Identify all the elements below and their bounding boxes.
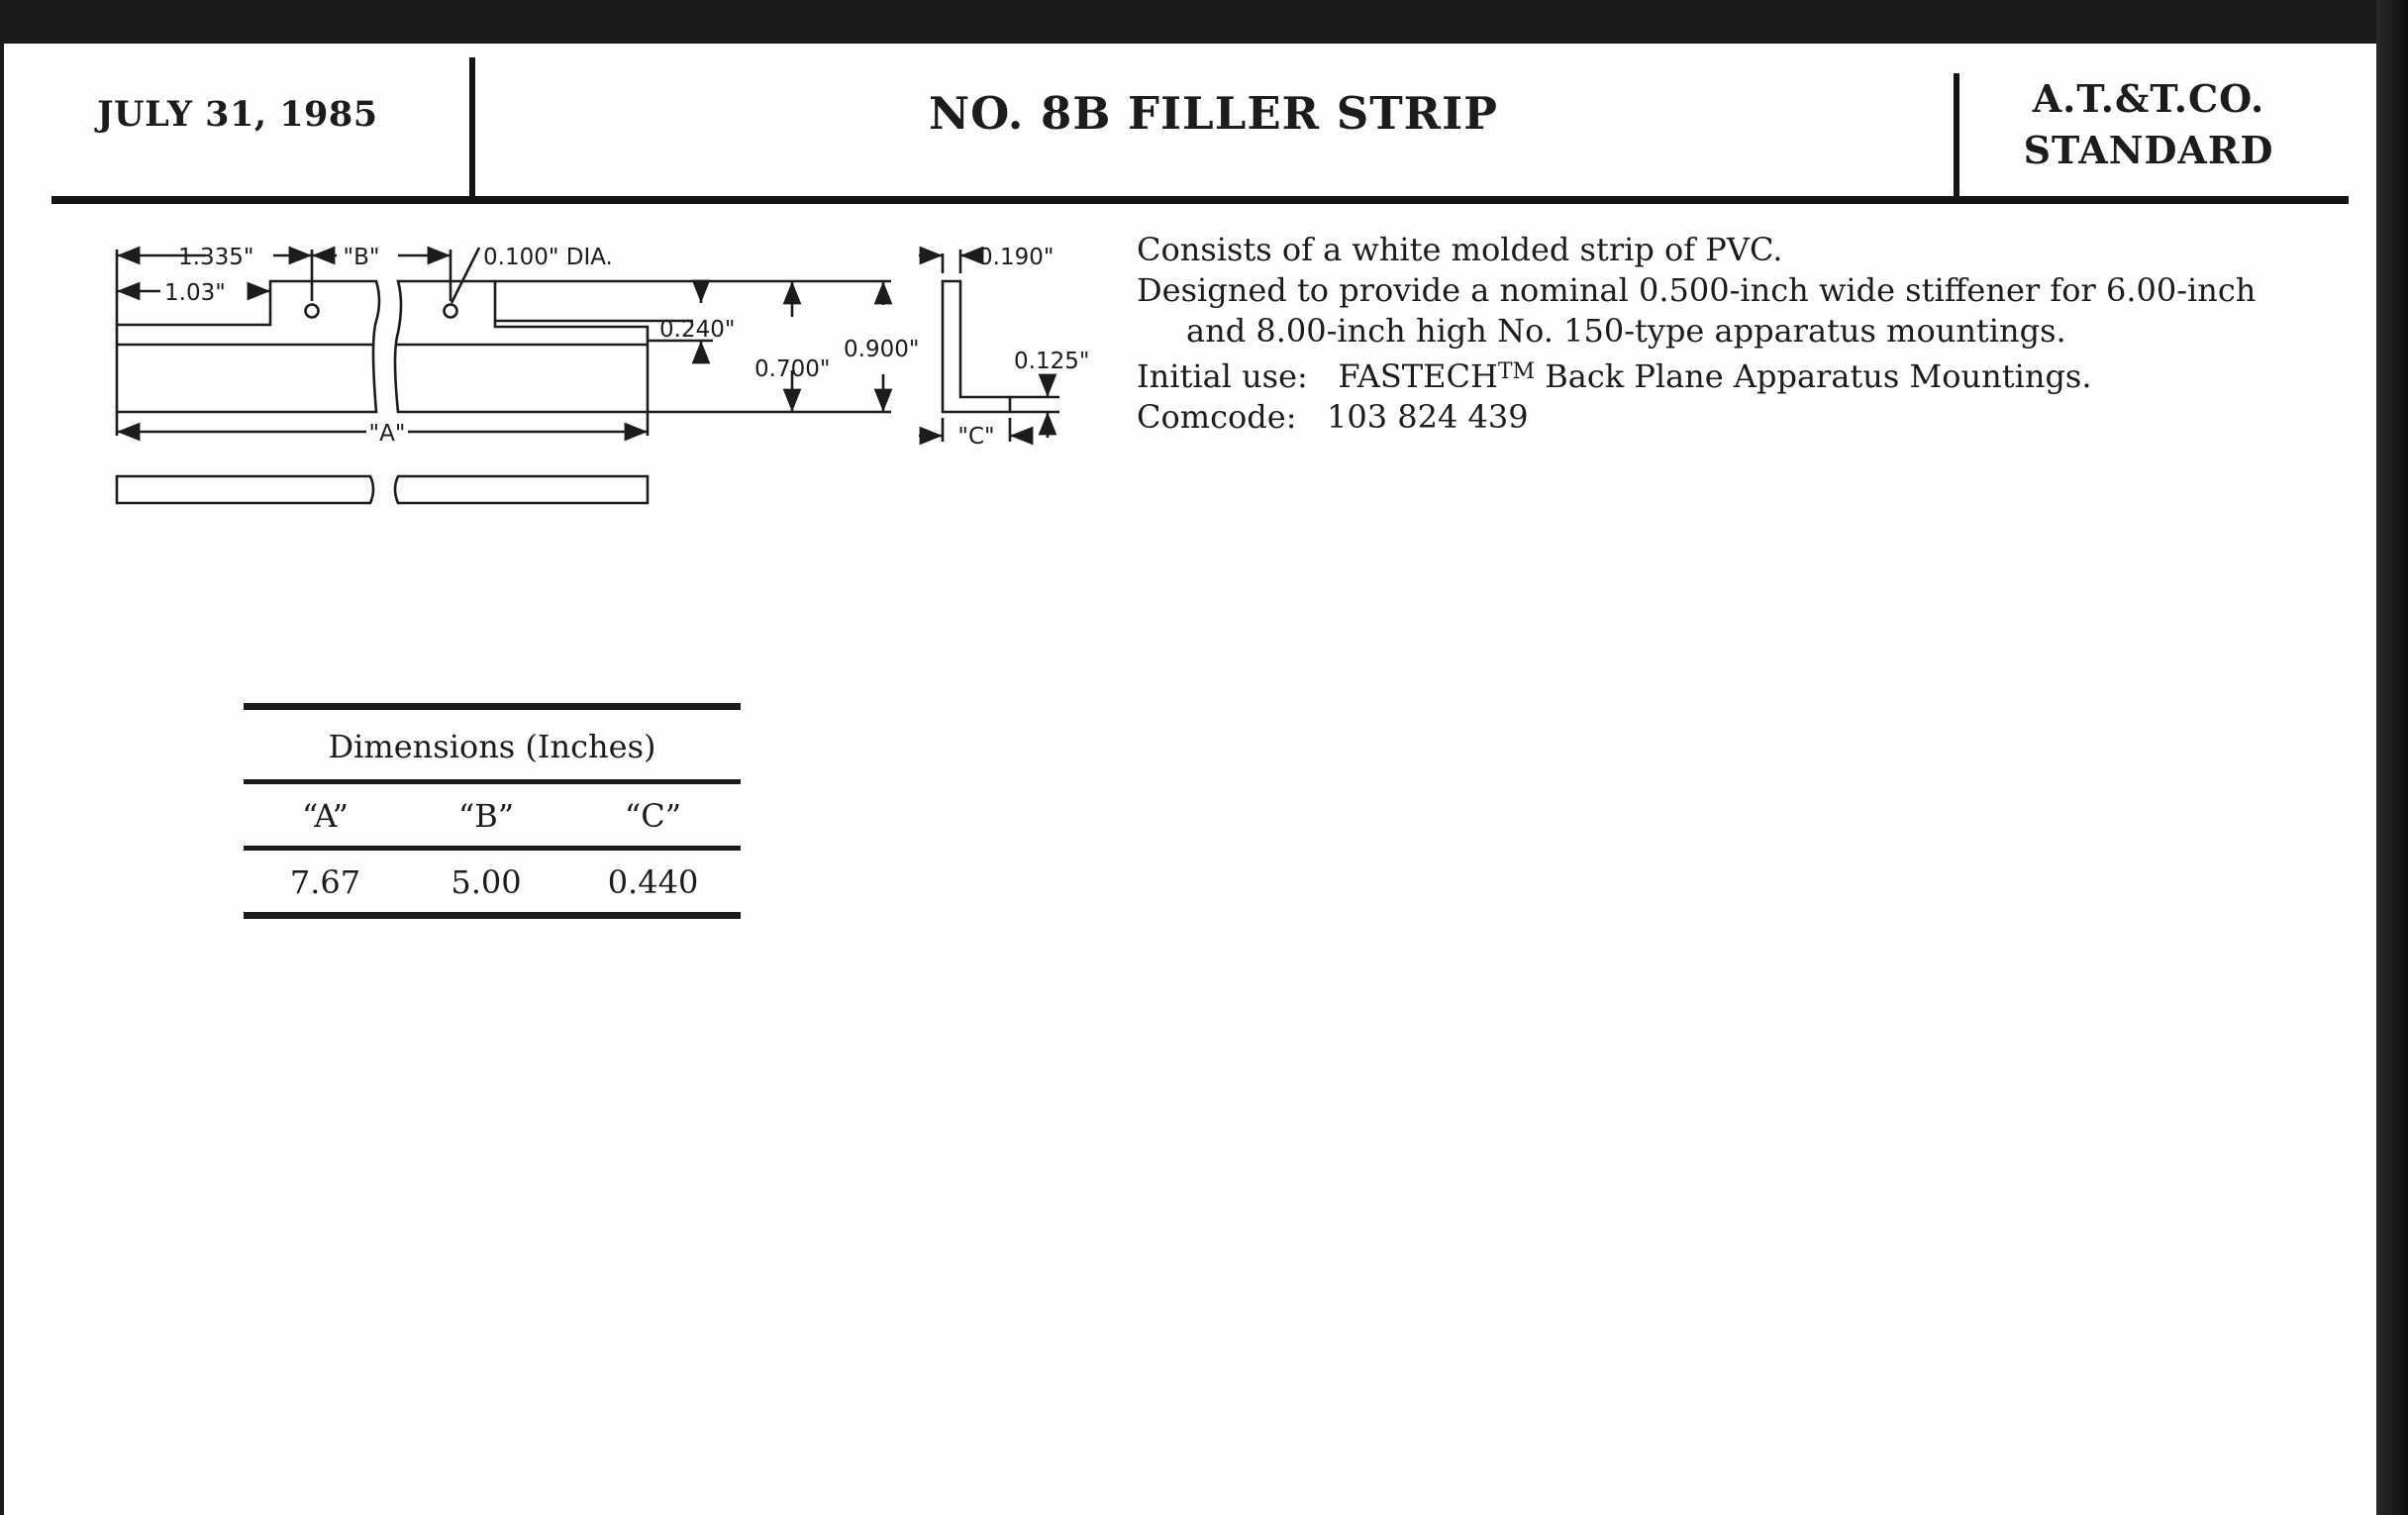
header-divider-right	[1954, 73, 1959, 202]
comcode-value: 103 824 439	[1327, 398, 1529, 436]
dim-label-a: "A"	[368, 421, 406, 447]
dim-label-0125: 0.125"	[1014, 349, 1090, 374]
table-bottom-rule	[244, 912, 741, 919]
description-line-1: Consists of a white molded strip of PVC.	[1137, 231, 1783, 268]
initial-use-product: FASTECH	[1338, 357, 1498, 395]
strip-right-profile	[395, 281, 648, 412]
dim-label-b: "B"	[343, 245, 380, 270]
header-rule	[51, 196, 2349, 204]
strip-left-profile	[117, 281, 379, 412]
table-header-row	[244, 784, 741, 846]
standard-label-line2: STANDARD	[2023, 128, 2274, 172]
comcode-label: Comcode:	[1137, 398, 1297, 436]
hole-right	[445, 305, 457, 318]
strip-edge-view-left	[117, 476, 373, 503]
dimensions-table	[244, 703, 741, 919]
dim-label-1335: 1.335"	[178, 245, 254, 270]
column-header-c: “C”	[624, 797, 682, 835]
dim-label-103: 1.03"	[164, 280, 226, 306]
cell-c: 0.440	[607, 863, 699, 901]
column-header-a: “A”	[302, 797, 349, 835]
header-divider-left	[469, 57, 475, 200]
table-row	[244, 851, 741, 912]
dim-label-0240: 0.240"	[659, 317, 736, 343]
cell-b: 5.00	[451, 863, 522, 901]
column-header-b: “B”	[457, 797, 515, 835]
cell-a: 7.67	[289, 863, 361, 901]
initial-use	[1137, 352, 2305, 397]
dim-label-0190: 0.190"	[978, 245, 1054, 270]
standard-label	[1965, 73, 2332, 176]
hole-left	[306, 305, 319, 318]
dim-label-0700: 0.700"	[754, 356, 831, 382]
card-edge-shadow	[2376, 0, 2408, 1515]
strip-edge-view-right	[395, 476, 648, 503]
initial-use-rest: Back Plane Apparatus Mountings.	[1545, 357, 2092, 395]
header-date: JULY 31, 1985	[97, 94, 378, 135]
page-title: NO. 8B FILLER STRIP	[929, 87, 1498, 140]
initial-use-label: Initial use:	[1137, 357, 1308, 395]
dim-label-0900: 0.900"	[844, 337, 920, 362]
table-top-rule	[244, 703, 741, 710]
trademark-mark: TM	[1497, 359, 1536, 384]
description	[1137, 230, 2305, 438]
description-line-2: Designed to provide a nominal 0.500-inch wide stiffener for 6.00-inch and 8.00-inch high No. 150-type apparatus mountings.	[1137, 271, 2257, 350]
strip-cross-section	[943, 281, 1010, 412]
table-caption: Dimensions (Inches)	[328, 728, 656, 765]
dim-label-c: "C"	[957, 424, 995, 450]
standard-label-line1: A.T.&T.CO.	[2032, 76, 2265, 121]
filler-strip-drawing	[99, 234, 1109, 531]
comcode	[1137, 397, 2305, 438]
dim-label-hole: 0.100" DIA.	[483, 245, 613, 270]
